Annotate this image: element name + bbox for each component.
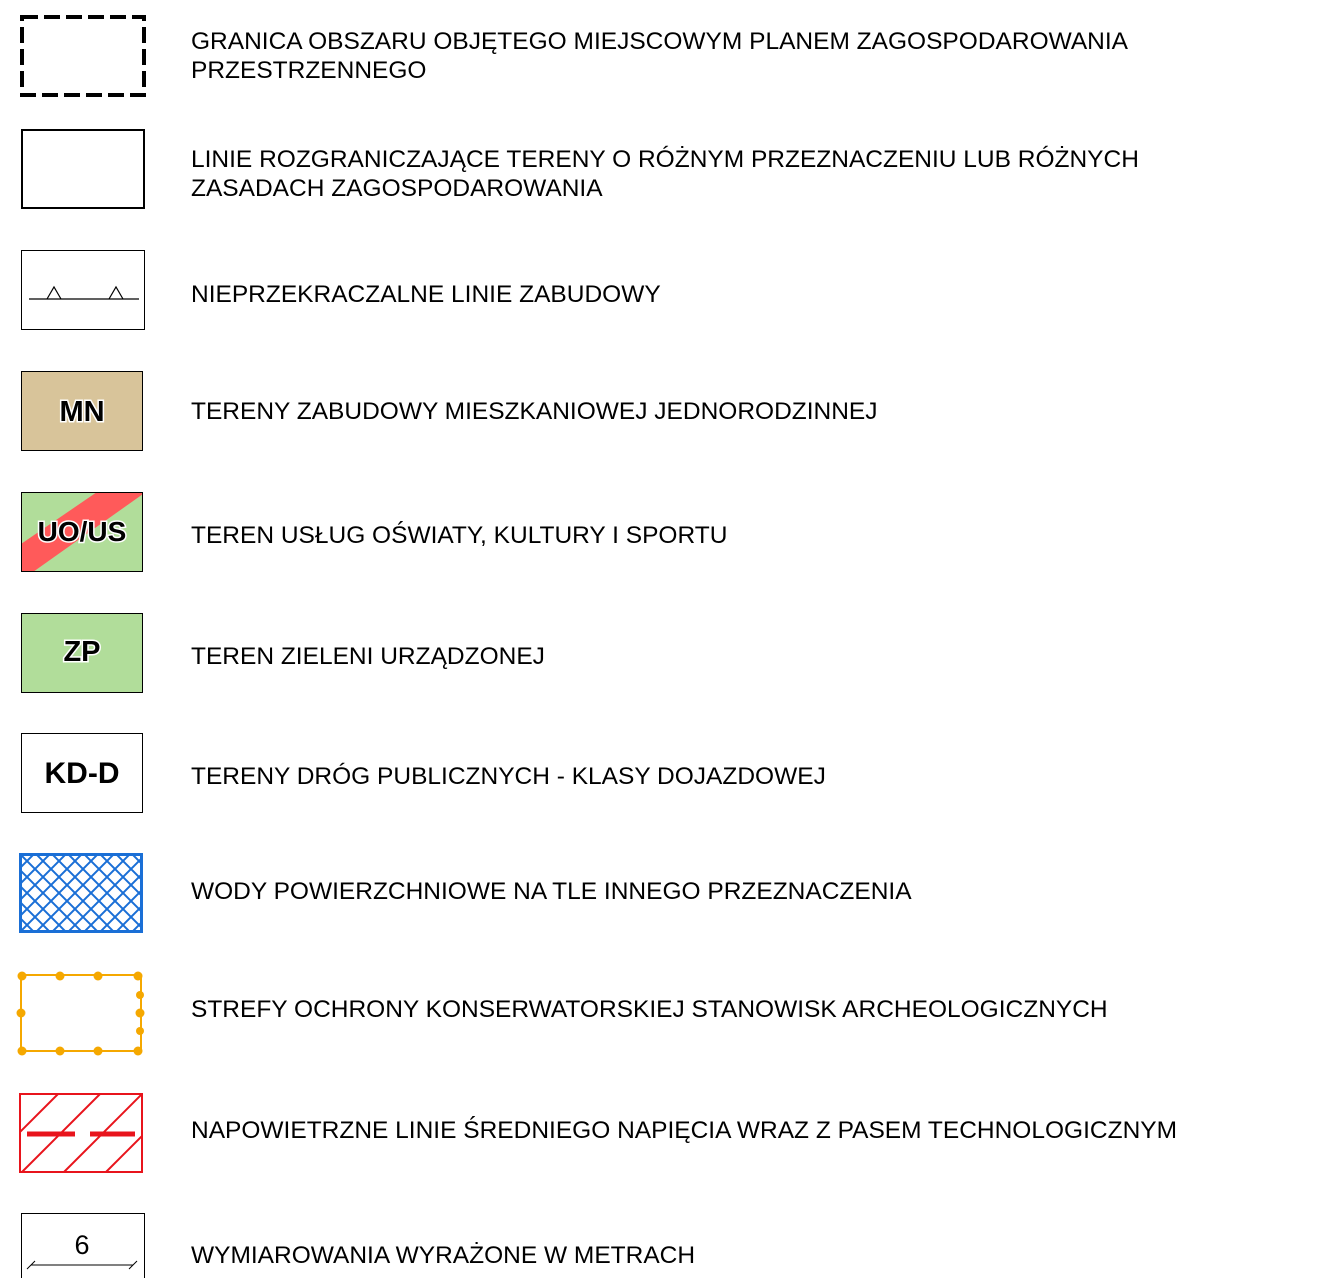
kd-d-zone-symbol [21, 733, 143, 813]
svg-text:UO/US: UO/US [37, 516, 127, 547]
svg-text:6: 6 [74, 1230, 90, 1260]
legend-label: WODY POWIERZCHNIOWE NA TLE INNEGO PRZEZNACZENIA [191, 878, 912, 905]
legend-label: NAPOWIETRZNE LINIE ŚREDNIEGO NAPIĘCIA WRAZ Z PASEM TECHNOLOGICZNYM [191, 1117, 1178, 1144]
legend-label: GRANICA OBSZARU OBJĘTEGO MIEJSCOWYM PLANEM ZAGOSPODAROWANIA PRZESTRZENNEGO [191, 28, 1129, 84]
svg-text:ZP: ZP [63, 636, 101, 668]
legend-label: TERENY DRÓG PUBLICZNYCH - KLASY DOJAZDOWEJ [191, 763, 826, 790]
legend-label: TEREN USŁUG OŚWIATY, KULTURY I SPORTU [191, 522, 728, 549]
dashed-boundary-symbol [20, 15, 146, 97]
archaeology-zone-symbol [19, 973, 143, 1055]
legend-label: LINIE ROZGRANICZAJĄCE TERENY O RÓŻNYM PRZEZNACZENIU LUB RÓŻNYCH ZASADACH ZAGOSPODAROWANIA [191, 146, 1139, 202]
solid-boundary-symbol [21, 129, 145, 209]
dimension-symbol [21, 1213, 145, 1278]
legend-label: NIEPRZEKRACZALNE LINIE ZABUDOWY [191, 281, 661, 308]
uo-us-zone-symbol [21, 492, 143, 572]
legend-label: WYMIAROWANIA WYRAŻONE W METRACH [191, 1242, 696, 1269]
legend-label: STREFY OCHRONY KONSERWATORSKIEJ STANOWISK ARCHEOLOGICZNYCH [191, 996, 1108, 1023]
zp-zone-symbol [21, 613, 143, 693]
water-hatch-symbol [19, 853, 143, 933]
building-line-symbol [21, 250, 145, 330]
legend-label: TERENY ZABUDOWY MIESZKANIOWEJ JEDNORODZINNEJ [191, 398, 878, 425]
svg-text:MN: MN [59, 396, 105, 428]
mn-zone-symbol [21, 371, 143, 451]
power-line-symbol [19, 1093, 143, 1173]
svg-text:KD-D: KD-D [44, 757, 120, 790]
legend-label: TEREN ZIELENI URZĄDZONEJ [191, 643, 545, 670]
